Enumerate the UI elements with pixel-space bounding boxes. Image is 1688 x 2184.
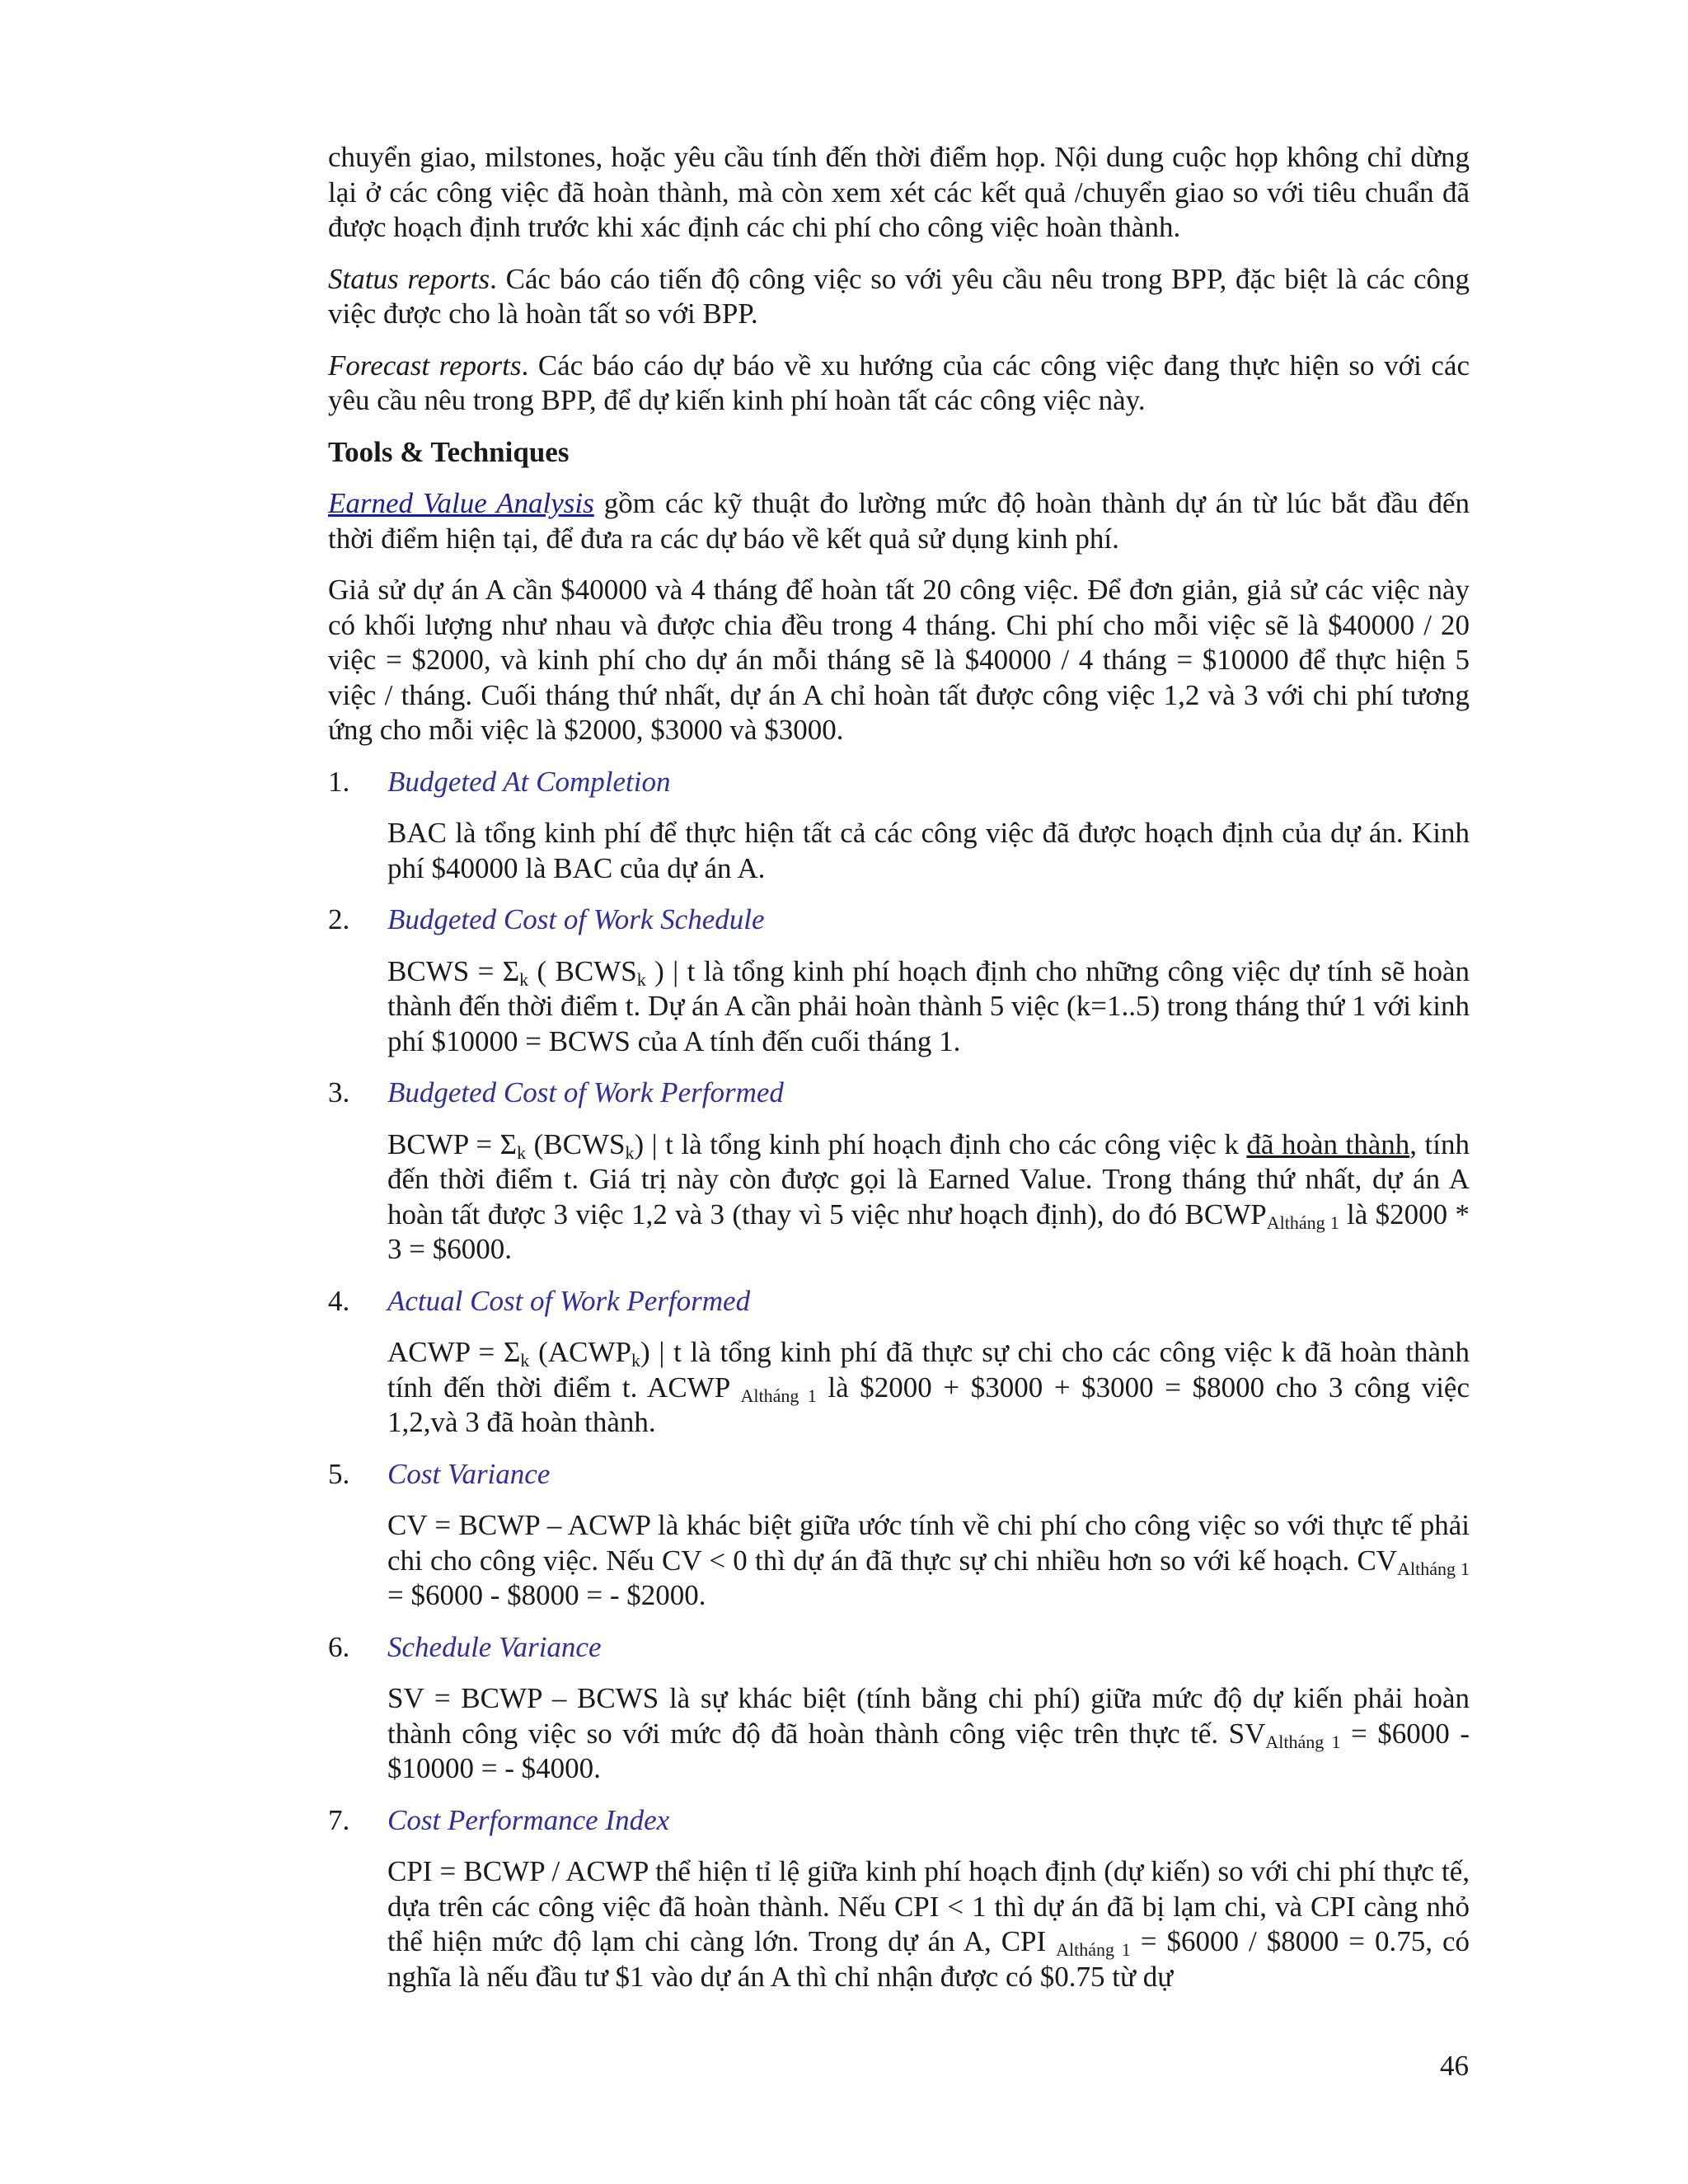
definition-text: là $2000 * 3 = $6000. <box>387 1197 1470 1265</box>
term-definition <box>387 1508 1470 1614</box>
definition-text: ) | t là tổng kinh phí hoạch định cho những công việc dự tính sẽ hoàn thành đến thời điểm t. Dự án A cần phải hoàn thành 5 việc (k=1..5) trong tháng thứ 1 với kinh phí $10000 = BCWS của A tính đến cuối tháng 1. <box>387 954 1470 1057</box>
list-item-title <box>328 765 1470 800</box>
term-definition <box>387 954 1470 1060</box>
definition-text: = $6000 - $8000 = - $2000. <box>387 1579 706 1611</box>
list-item-number: 5. <box>328 1457 350 1490</box>
list-item-title <box>328 1630 1470 1666</box>
list-item-title <box>328 1803 1470 1839</box>
term-title: Budgeted Cost of Work Schedule <box>387 903 765 935</box>
term-definition <box>387 1335 1470 1441</box>
status-reports-text: . Các báo cáo tiến độ công việc so với yêu cầu nêu trong BPP, đặc biệt là các công việc được cho là hoàn tất so với BPP. <box>328 262 1470 330</box>
definition-text: CV = BCWP – ACWP là khác biệt giữa ước tính về chi phí cho công việc so với thực tế phải chi cho công việc. Nếu CV < 0 thì dự án đã thực sự chi nhiều hơn so với kế hoạch. CV <box>387 1509 1470 1577</box>
term-definition <box>387 1681 1470 1787</box>
definition-text: CPI = BCWP / ACWP thể hiện tỉ lệ giữa kinh phí hoạch định (dự kiến) so với chi phí thực tế, dựa trên các công việc đã hoàn thành. Nếu CPI < 1 thì dự án đã bị lạm chi, và CPI càng nhỏ thể hiện mức độ lạm chi càng lớn. Trong dự án A, CPI <box>387 1855 1470 1957</box>
subscript: Altháng 1 <box>1265 1731 1341 1752</box>
term-definition <box>387 1127 1470 1268</box>
eva-text: gồm các kỹ thuật đo lường mức độ hoàn thành dự án từ lúc bắt đầu đến thời điểm hiện tại, để đưa ra các dự báo về kết quả sử dụng kinh phí. <box>328 487 1470 555</box>
intro-paragraph: chuyển giao, milstones, hoặc yêu cầu tính đến thời điểm họp. Nội dung cuộc họp không chỉ dừng lại ở các công việc đã hoàn thành, mà còn xem xét các kết quả /chuyển giao so với tiêu chuẩn đã được hoạch định trước khi xác định các chi phí cho công việc hoàn thành. <box>328 141 1470 243</box>
list-item-number: 3. <box>328 1076 350 1108</box>
list-item-number: 4. <box>328 1284 350 1317</box>
underlined-text: đã hoàn thành <box>1246 1127 1410 1160</box>
list-item-number: 2. <box>328 903 350 935</box>
earned-value-analysis-link[interactable]: Earned Value Analysis <box>328 487 594 519</box>
definition-text: SV = BCWP – BCWS là sự khác biệt (tính bằng chi phí) giữa mức độ dự kiến phải hoàn thành công việc so với mức độ đã hoàn thành công việc trên thực tế. SV <box>387 1682 1470 1750</box>
term-title: Actual Cost of Work Performed <box>387 1284 751 1317</box>
definition-text: , tính đến thời điểm t. Giá trị này còn được gọi là Earned Value. Trong tháng thứ nhất, dự án A hoàn tất được 3 việc 1,2 và 3 (thay vì 5 việc như hoạch định), do đó BCWP <box>387 1127 1470 1230</box>
term-title: Cost Performance Index <box>387 1803 670 1836</box>
formula-text: (ACWP <box>529 1336 631 1368</box>
subscript: Altháng 1 <box>1056 1939 1131 1960</box>
eva-paragraph <box>328 486 1470 556</box>
term-title: Schedule Variance <box>387 1630 602 1663</box>
term-definition: BAC là tổng kinh phí để thực hiện tất cả các công việc đã được hoạch định của dự án. Kinh phí $40000 là BAC của dự án A. <box>387 817 1470 884</box>
term-title: Budgeted Cost of Work Performed <box>387 1076 784 1108</box>
subscript: k <box>520 1350 530 1371</box>
formula-text: ( BCWS <box>528 954 637 987</box>
list-item-title <box>328 1076 1470 1111</box>
status-reports-paragraph <box>328 262 1470 332</box>
list-item-title <box>328 902 1470 938</box>
subscript: k <box>631 1350 640 1371</box>
subscript: k <box>636 968 646 990</box>
section-heading: Tools & Techniques <box>328 435 570 468</box>
document-page <box>328 140 1470 2011</box>
formula-text: BCWP = Σ <box>387 1127 518 1160</box>
status-reports-term: Status reports <box>328 262 490 295</box>
formula-text: (BCWS <box>526 1127 626 1160</box>
list-item-number: 1. <box>328 765 350 798</box>
subscript: Altháng 1 <box>1266 1212 1339 1233</box>
definition-text: ) | t là tổng kinh phí hoạch định cho các công việc k <box>634 1127 1247 1160</box>
formula-text: BCWS = Σ <box>387 954 520 987</box>
definition-text: = $6000 / $8000 = 0.75, có nghĩa là nếu đầu tư $1 vào dự án A thì chỉ nhận được có $0.75 từ dự <box>387 1925 1470 1993</box>
page-number: 46 <box>1440 2050 1469 2082</box>
subscript: Altháng 1 <box>740 1385 817 1406</box>
subscript: k <box>517 1141 527 1163</box>
formula-text: ACWP = Σ <box>387 1336 521 1368</box>
definition-text: là $2000 + $3000 + $3000 = $8000 cho 3 công việc 1,2,và 3 đã hoàn thành. <box>387 1371 1470 1438</box>
definition-text: ) | t là tổng kinh phí đã thực sự chi cho các công việc k đã hoàn thành tính đến thời điểm t. ACWP <box>387 1336 1470 1404</box>
forecast-reports-text: . Các báo cáo dự báo về xu hướng của các công việc đang thực hiện so với các yêu cầu nêu trong BPP, để dự kiến kinh phí hoàn tất các công việc này. <box>328 349 1470 416</box>
list-item-title <box>328 1457 1470 1493</box>
list-item-number: 6. <box>328 1630 350 1663</box>
list-item-title <box>328 1284 1470 1319</box>
example-paragraph: Giả sử dự án A cần $40000 và 4 tháng để hoàn tất 20 công việc. Để đơn giản, giả sử các việc này có khối lượng như nhau và được chia đều trong 4 tháng. Chi phí cho mỗi việc sẽ là $40000 / 20 việc = $2000, và kinh phí cho dự án mỗi tháng sẽ là $40000 / 4 tháng = $10000 để thực hiện 5 việc / tháng. Cuối tháng thứ nhất, dự án A chỉ hoàn tất được công việc 1,2 và 3 với chi phí tương ứng cho mỗi việc là $2000, $3000 và $3000. <box>328 574 1470 746</box>
subscript: k <box>519 968 529 990</box>
term-definition <box>387 1854 1470 1994</box>
definition-text: = $6000 - $10000 = - $4000. <box>387 1717 1470 1784</box>
list-item-number: 7. <box>328 1803 350 1836</box>
subscript: k <box>625 1141 635 1163</box>
forecast-reports-term: Forecast reports <box>328 349 522 382</box>
term-title: Cost Variance <box>387 1457 551 1490</box>
forecast-reports-paragraph <box>328 349 1470 419</box>
subscript: Altháng 1 <box>1397 1558 1470 1579</box>
term-title: Budgeted At Completion <box>387 765 671 798</box>
